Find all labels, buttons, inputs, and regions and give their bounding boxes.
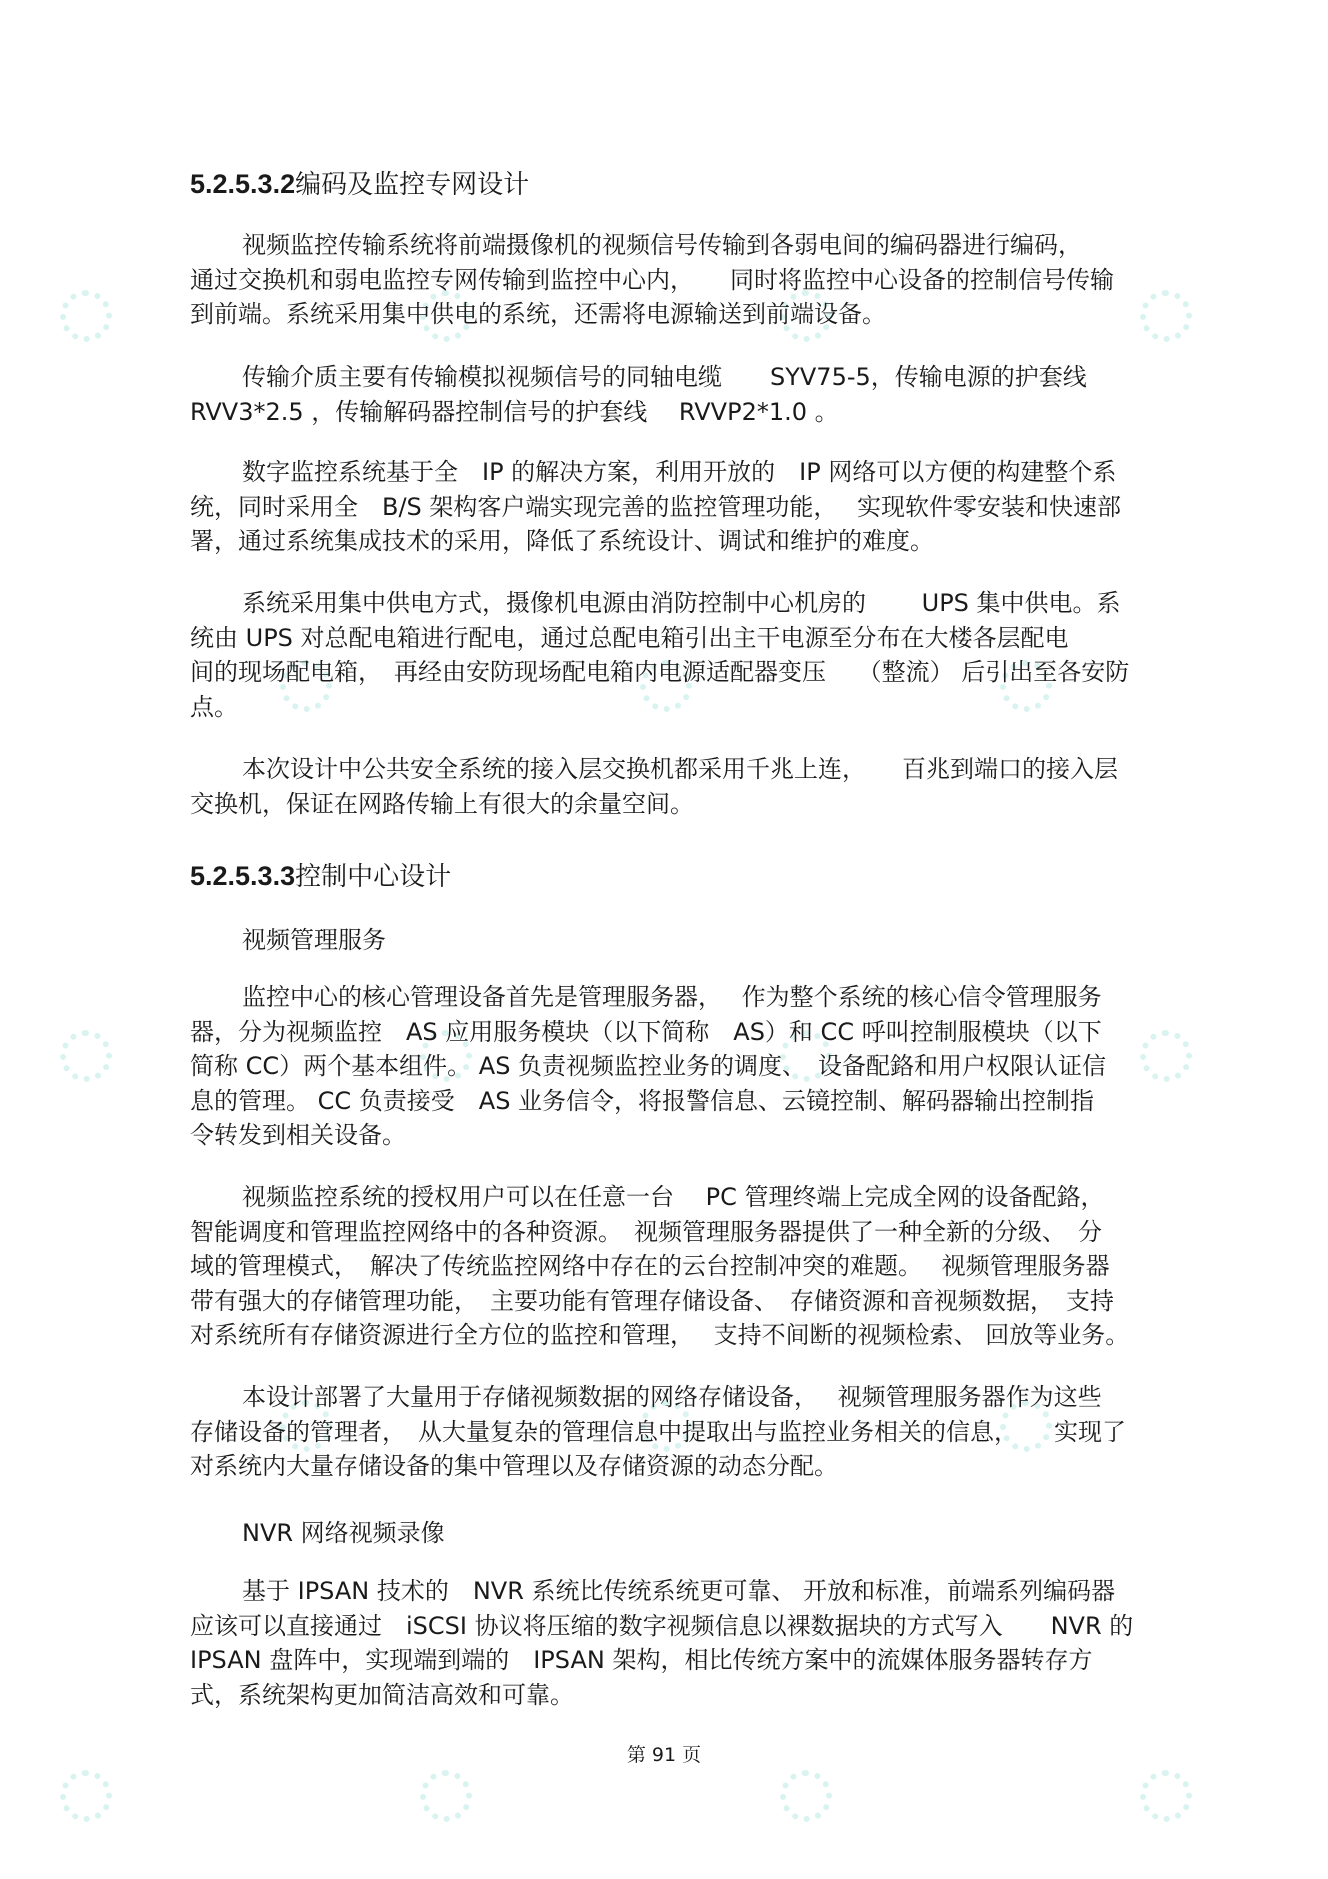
paragraph-line: 令转发到相关设备。: [190, 1121, 406, 1149]
paragraph: [190, 980, 1170, 1153]
paragraph-line: 系统采用集中供电方式，摄像机电源由消防控制中心机房的 UPS 集中供电。系: [242, 589, 1121, 617]
paragraph-line: 对系统所有存储资源进行全方位的监控和管理， 支持不间断的视频检索、 回放等业务。: [190, 1321, 1130, 1349]
paragraph: [190, 228, 1170, 332]
paragraph: [190, 1180, 1170, 1353]
watermark-flower-icon: [60, 1030, 112, 1082]
paragraph-line: 传输介质主要有传输模拟视频信号的同轴电缆 SYV75-5，传输电源的护套线: [242, 363, 1087, 391]
paragraph-line: 应该可以直接通过 iSCSI 协议将压缩的数字视频信息以裸数据块的方式写入 NVR 的: [190, 1611, 1134, 1640]
paragraph-line: 间的现场配电箱， 再经由安防现场配电箱内电源适配器变压 （整流） 后引出至各安防: [190, 658, 1130, 686]
paragraph: [190, 586, 1170, 724]
paragraph-line: 域的管理模式， 解决了传统监控网络中存在的云台控制冲突的难题。 视频管理服务器: [190, 1252, 1110, 1280]
subheading: NVR 网络视频录像: [242, 1519, 445, 1547]
paragraph: [190, 1380, 1170, 1484]
paragraph-line: 带有强大的存储管理功能， 主要功能有管理存储设备、 存储资源和音视频数据， 支持: [190, 1286, 1114, 1315]
paragraph-line: 点。: [190, 692, 238, 721]
paragraph-line: 智能调度和管理监控网络中的各种资源。 视频管理服务器提供了一种全新的分级、 分: [190, 1217, 1102, 1246]
paragraph-line: 署，通过系统集成技术的采用，降低了系统设计、调试和维护的难度。: [190, 527, 934, 555]
section-heading: 5.2.5.3.3控制中心设计: [190, 861, 452, 892]
paragraph-line: IPSAN 盘阵中，实现端到端的 IPSAN 架构，相比传统方案中的流媒体服务器转存方: [190, 1646, 1093, 1674]
watermark-flower-icon: [60, 1770, 112, 1822]
paragraph-line: 统由 UPS 对总配电箱进行配电，通过总配电箱引出主干电源至分布在大楼各层配电: [190, 623, 1069, 652]
paragraph-line: 交换机，保证在网路传输上有很大的余量空间。: [190, 789, 694, 818]
paragraph-line: 基于 IPSAN 技术的 NVR 系统比传统系统更可靠、 开放和标准，前端系列编码器: [242, 1577, 1116, 1605]
paragraph-line: RVV3*2.5 ，传输解码器控制信号的护套线 RVVP2*1.0 。: [190, 397, 839, 426]
paragraph: [190, 752, 1170, 821]
paragraph-line: 简称 CC）两个基本组件。 AS 负责视频监控业务的调度、 设备配鉻和用户权限认证信: [190, 1052, 1107, 1080]
paragraph-line: 到前端。系统采用集中供电的系统，还需将电源输送到前端设备。: [190, 300, 886, 328]
watermark-flower-icon: [1140, 1770, 1192, 1822]
paragraph-line: 对系统内大量存储设备的集中管理以及存储资源的动态分配。: [190, 1452, 838, 1480]
section-heading: 5.2.5.3.2编码及监控专网设计: [190, 169, 530, 200]
paragraph-line: 监控中心的核心管理设备首先是管理服务器， 作为整个系统的核心信令管理服务: [242, 983, 1102, 1011]
paragraph-line: 本设计部署了大量用于存储视频数据的网络存储设备， 视频管理服务器作为这些: [242, 1383, 1102, 1411]
paragraph-line: 统，同时采用全 B/S 架构客户端实现完善的监控管理功能， 实现软件零安装和快速部: [190, 492, 1122, 521]
page-number: 第 91 页: [626, 1744, 702, 1766]
paragraph-line: 本次设计中公共安全系统的接入层交换机都采用千兆上连， 百兆到端口的接入层: [242, 755, 1118, 783]
subheading: 视频管理服务: [242, 926, 386, 954]
paragraph-line: 器，分为视频监控 AS 应用服务模块（以下简称 AS）和 CC 呼叫控制服模块（以下: [190, 1017, 1102, 1046]
paragraph-line: 数字监控系统基于全 IP 的解决方案，利用开放的 IP 网络可以方便的构建整个系: [242, 458, 1117, 486]
watermark-flower-icon: [420, 1770, 472, 1822]
paragraph-line: 式，系统架构更加简洁高效和可靠。: [190, 1680, 574, 1709]
paragraph-line: 通过交换机和弱电监控专网传输到监控中心内， 同时将监控中心设备的控制信号传输: [190, 265, 1114, 294]
watermark-flower-icon: [60, 290, 112, 342]
paragraph: [190, 1574, 1170, 1712]
paragraph-line: 视频监控传输系统将前端摄像机的视频信号传输到各弱电间的编码器进行编码，: [242, 231, 1082, 259]
paragraph-line: 息的管理。 CC 负责接受 AS 业务信令，将报警信息、云镜控制、解码器输出控制指: [190, 1086, 1095, 1115]
paragraph: [190, 455, 1170, 559]
paragraph-line: 存储设备的管理者， 从大量复杂的管理信息中提取出与监控业务相关的信息， 实现了: [190, 1417, 1126, 1446]
watermark-flower-icon: [780, 1770, 832, 1822]
paragraph: [190, 360, 1170, 429]
paragraph-line: 视频监控系统的授权用户可以在任意一台 PC 管理终端上完成全网的设备配鉻，: [242, 1183, 1105, 1211]
